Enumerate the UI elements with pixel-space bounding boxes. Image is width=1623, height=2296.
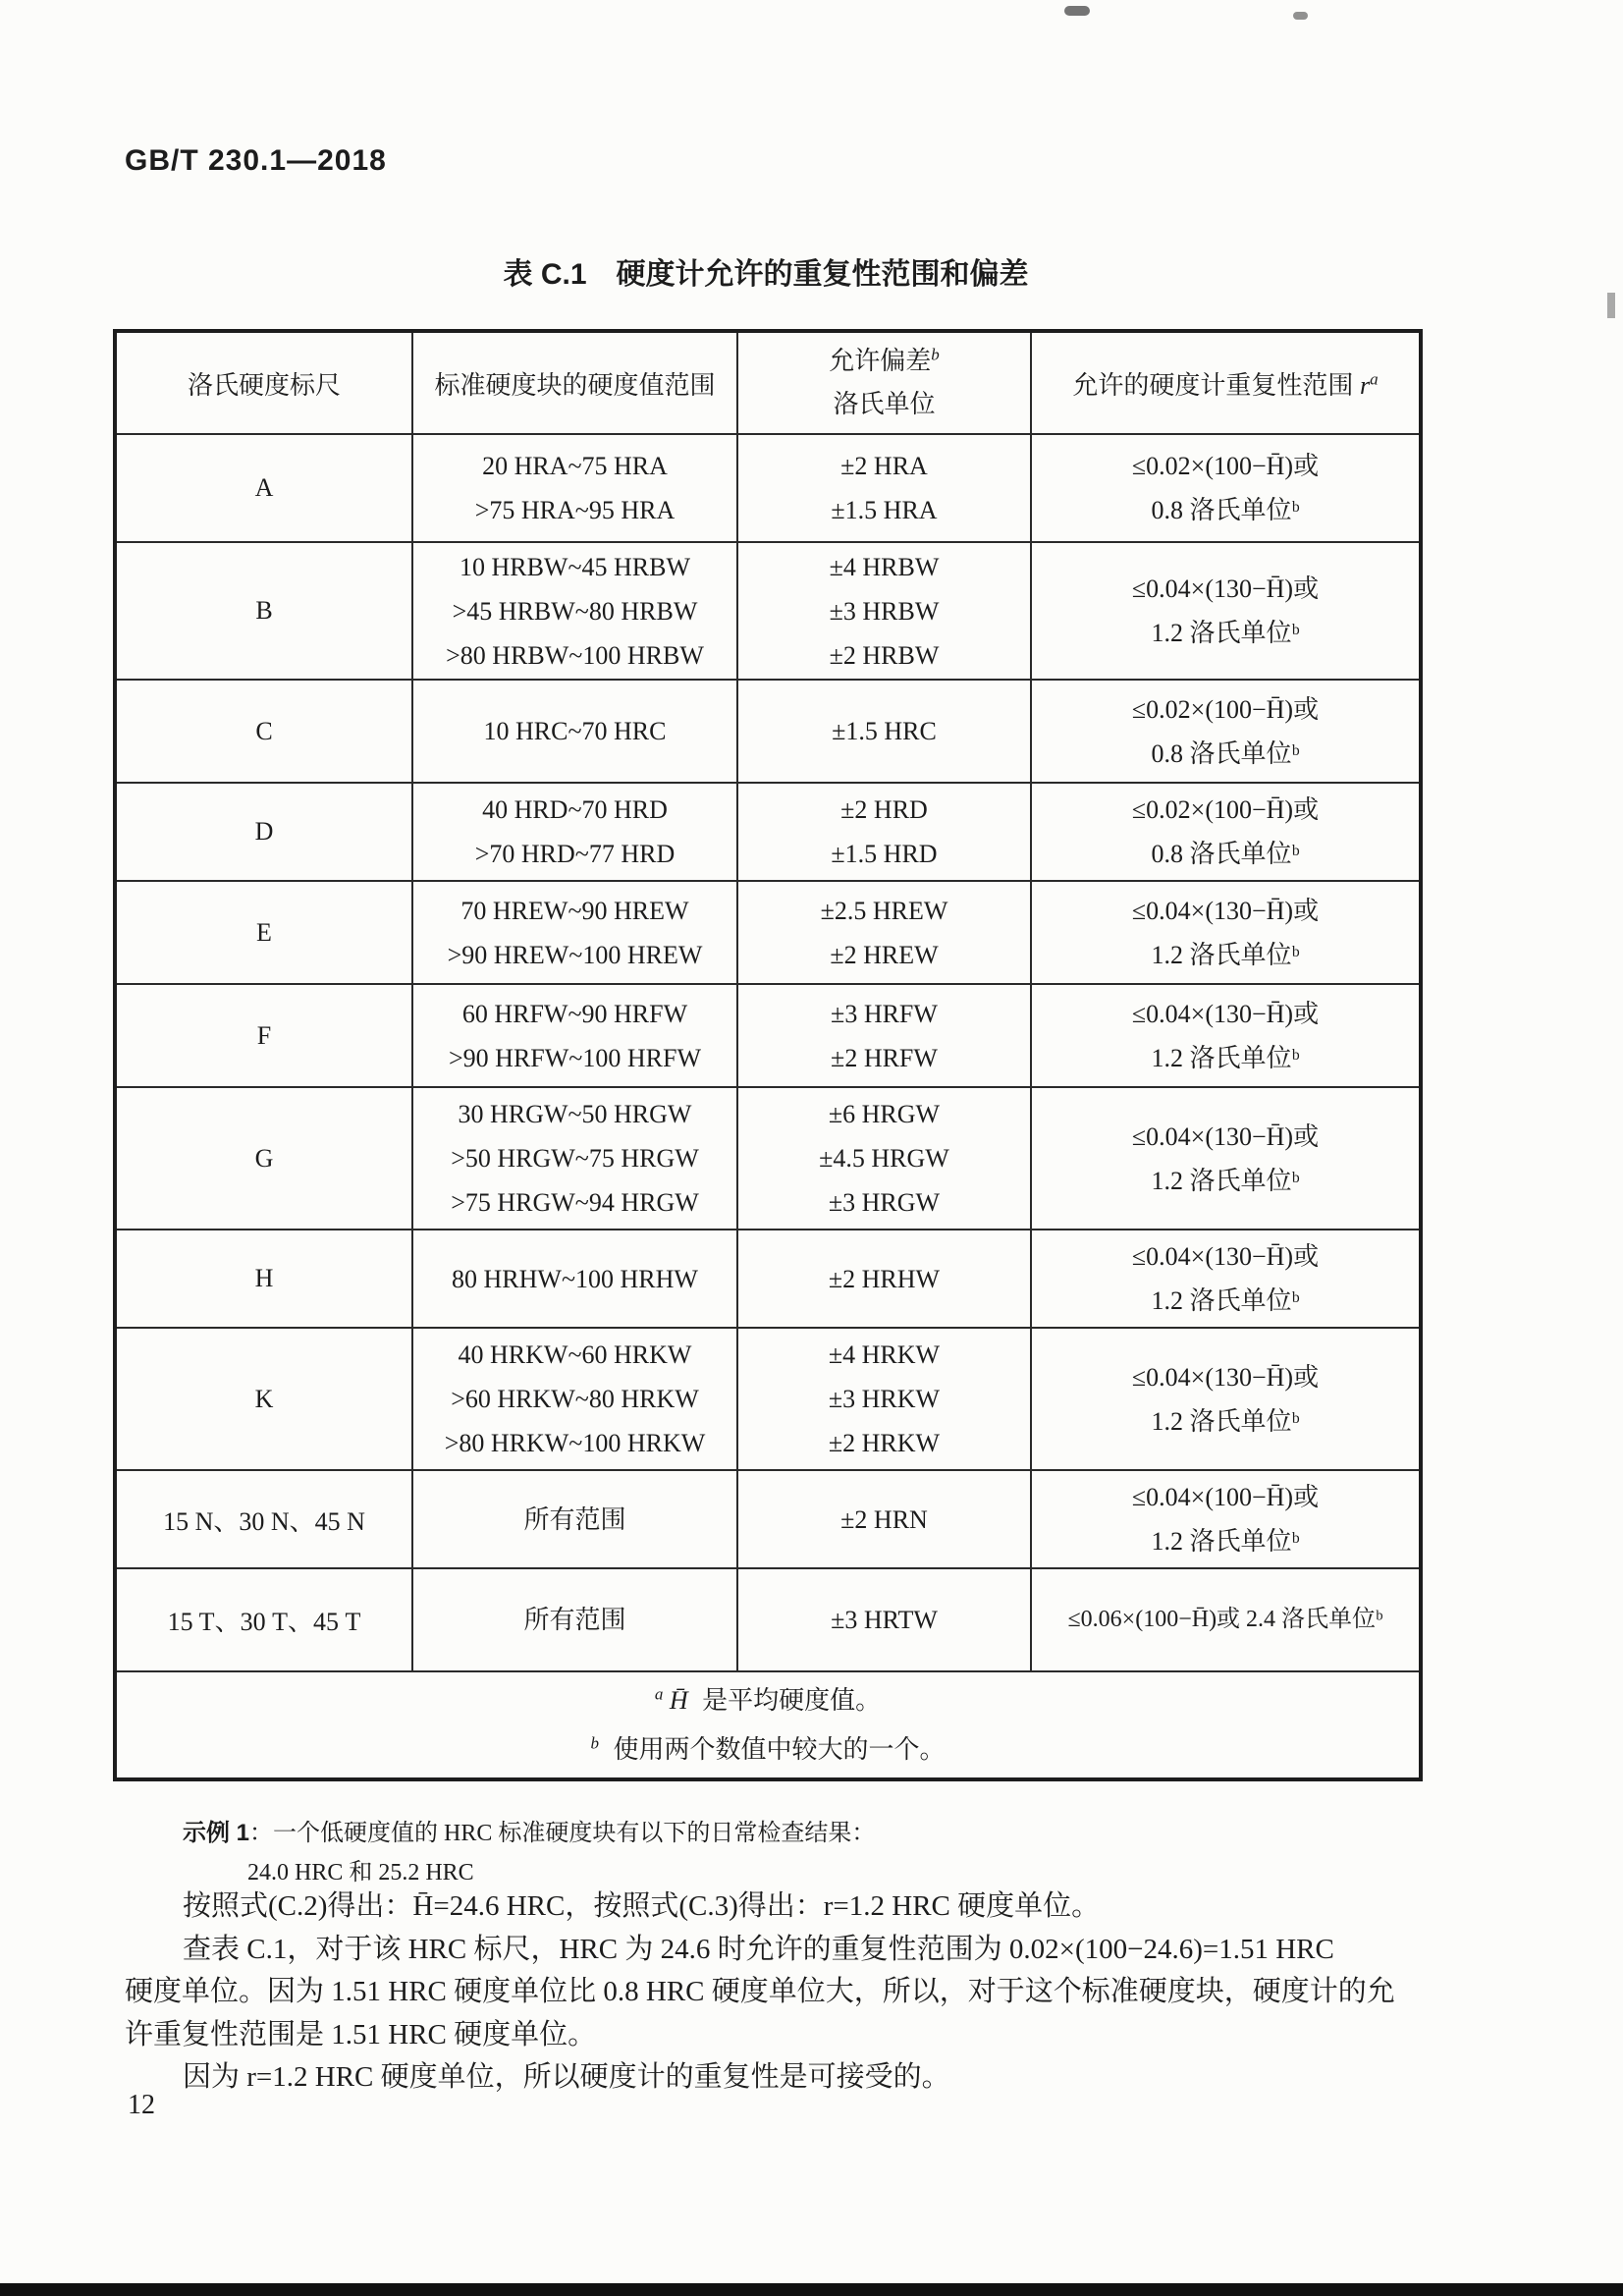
repeatability-line: ≤0.04×(130−H̄)或 xyxy=(1131,1362,1320,1392)
cell-scale: G xyxy=(115,1087,412,1230)
cell-deviation xyxy=(737,1328,1031,1470)
header-range: 标准硬度块的硬度值范围 xyxy=(412,331,737,434)
cell-range xyxy=(412,1328,737,1470)
cell-range xyxy=(412,434,737,542)
footnote-a: $^a$ H̄ 是平均硬度值。 xyxy=(654,1683,882,1715)
cell-repeatability xyxy=(1031,1087,1421,1230)
example-intro-line: 示例 1：一个低硬度值的 HRC 标准硬度块有以下的日常检查结果： xyxy=(183,1820,876,1846)
header-scale: 洛氏硬度标尺 xyxy=(115,331,412,434)
table-row-15T xyxy=(115,1568,1421,1671)
cell-repeatability xyxy=(1031,1230,1421,1328)
range-line: 40 HRKW~60 HRKW xyxy=(458,1340,692,1369)
range-line: 20 HRA~75 HRA xyxy=(482,452,668,480)
range-line: 70 HREW~90 HREW xyxy=(460,896,689,925)
cell-repeatability xyxy=(1031,542,1421,680)
table-row-D xyxy=(115,783,1421,881)
repeatability-line: 0.8 洛氏单位ᵇ xyxy=(1151,738,1300,768)
range-line: >45 HRBW~80 HRBW xyxy=(452,596,698,626)
range-line: 所有范围 xyxy=(523,1606,626,1634)
repeatability-line: 1.2 洛氏单位ᵇ xyxy=(1151,940,1300,969)
deviation-line: ±2 HRHW xyxy=(828,1264,941,1293)
body-paragraph-line: 硬度单位。因为 1.51 HRC 硬度单位比 0.8 HRC 硬度单位大，所以，对于这个标准硬度块，硬度计的允 xyxy=(125,1976,1395,2007)
repeatability-line: ≤0.04×(130−H̄)或 xyxy=(1131,1121,1320,1151)
table-title: 表 C.1 硬度计允许的重复性范围和偏差 xyxy=(503,258,1029,291)
range-line: >70 HRD~77 HRD xyxy=(474,840,676,868)
cell-deviation xyxy=(737,783,1031,881)
table-footnote-row xyxy=(115,1671,1421,1779)
table-row-K xyxy=(115,1328,1421,1470)
cell-scale: K xyxy=(115,1328,412,1470)
page-number: 12 xyxy=(128,2090,155,2120)
repeatability-line: 1.2 洛氏单位ᵇ xyxy=(1151,1527,1300,1556)
repeatability-line: 1.2 洛氏单位ᵇ xyxy=(1151,1166,1300,1195)
table-header-row xyxy=(115,331,1421,434)
deviation-line: ±2 HRN xyxy=(840,1504,928,1534)
range-line: >75 HRGW~94 HRGW xyxy=(451,1188,699,1217)
deviation-line: ±4 HRKW xyxy=(828,1340,941,1369)
deviation-line: ±1.5 HRD xyxy=(831,840,938,868)
repeatability-line: ≤0.04×(130−H̄)或 xyxy=(1131,1242,1320,1271)
footnote-ref-b: b xyxy=(931,345,940,364)
table-row-C xyxy=(115,680,1421,783)
range-line: >90 HRFW~100 HRFW xyxy=(449,1043,701,1072)
cell-repeatability xyxy=(1031,1470,1421,1568)
table-row-G xyxy=(115,1087,1421,1230)
table-row-15N xyxy=(115,1470,1421,1568)
cell-range xyxy=(412,680,737,783)
body-paragraph-line: 查表 C.1，对于该 HRC 标尺，HRC 为 24.6 时允许的重复性范围为 0.02×(100−24.6)=1.51 HRC xyxy=(183,1934,1334,1965)
cell-range xyxy=(412,881,737,984)
repeatability-line: 1.2 洛氏单位ᵇ xyxy=(1151,1043,1300,1072)
table-row-A xyxy=(115,434,1421,542)
footnote-a-marker: a xyxy=(654,1683,664,1703)
cell-range xyxy=(412,1087,737,1230)
cell-deviation xyxy=(737,881,1031,984)
range-line: 30 HRGW~50 HRGW xyxy=(458,1100,692,1128)
cell-range xyxy=(412,542,737,680)
cell-scale: C xyxy=(115,680,412,783)
repeatability-line: 1.2 洛氏单位ᵇ xyxy=(1151,1406,1300,1436)
range-line: >80 HRKW~100 HRKW xyxy=(444,1429,706,1457)
cell-deviation xyxy=(737,434,1031,542)
deviation-line: ±2 HRD xyxy=(840,795,928,824)
range-line: 10 HRC~70 HRC xyxy=(483,717,667,745)
scan-artifact xyxy=(1607,293,1615,318)
repeatability-line: ≤0.04×(100−H̄)或 xyxy=(1131,1483,1320,1511)
cell-range xyxy=(412,1568,737,1671)
deviation-line: ±4 HRBW xyxy=(829,552,940,581)
cell-scale: B xyxy=(115,542,412,680)
table-row-E xyxy=(115,881,1421,984)
body-paragraph-line: 许重复性范围是 1.51 HRC 硬度单位。 xyxy=(125,2019,597,2050)
variable-h-bar: H̄ xyxy=(669,1685,688,1715)
example-result-line: 24.0 HRC 和 25.2 HRC xyxy=(247,1860,474,1886)
cell-repeatability xyxy=(1031,783,1421,881)
deviation-line: ±3 HRFW xyxy=(831,999,938,1028)
example-label: 示例 1 xyxy=(183,1820,250,1846)
deviation-line: ±3 HRGW xyxy=(828,1188,941,1217)
deviation-line: ±6 HRGW xyxy=(828,1100,941,1128)
cell-deviation xyxy=(737,1568,1031,1671)
repeatability-line: 0.8 洛氏单位ᵇ xyxy=(1151,496,1300,524)
cell-scale: A xyxy=(115,434,412,542)
range-line: >75 HRA~95 HRA xyxy=(474,496,676,524)
repeatability-line: ≤0.02×(100−H̄)或 xyxy=(1131,795,1320,824)
deviation-line: ±1.5 HRA xyxy=(831,496,938,524)
cell-repeatability xyxy=(1031,1568,1421,1671)
cell-scale: 15 N、30 N、45 N xyxy=(115,1470,412,1568)
repeatability-line: ≤0.02×(100−H̄)或 xyxy=(1131,452,1320,480)
range-line: 10 HRBW~45 HRBW xyxy=(459,552,691,581)
range-line: 60 HRFW~90 HRFW xyxy=(461,999,688,1028)
repeatability-line: ≤0.06×(100−H̄)或 2.4 洛氏单位ᵇ xyxy=(1067,1607,1383,1632)
cell-repeatability xyxy=(1031,680,1421,783)
table-row-H xyxy=(115,1230,1421,1328)
range-line: >80 HRBW~100 HRBW xyxy=(446,640,704,670)
table-row-F xyxy=(115,984,1421,1087)
cell-range xyxy=(412,1230,737,1328)
cell-deviation xyxy=(737,1087,1031,1230)
cell-repeatability xyxy=(1031,984,1421,1087)
range-line: >50 HRGW~75 HRGW xyxy=(451,1144,699,1173)
table-footnotes xyxy=(115,1671,1421,1779)
cell-repeatability xyxy=(1031,1328,1421,1470)
header-repeatability: 允许的硬度计重复性范围 $r^a$ xyxy=(1031,331,1421,434)
cell-scale: H xyxy=(115,1230,412,1328)
scan-edge-shadow xyxy=(0,2283,1623,2296)
deviation-line: ±2 HRBW xyxy=(829,640,940,670)
variable-r: r xyxy=(1359,370,1371,400)
repeatability-line: 1.2 洛氏单位ᵇ xyxy=(1151,619,1300,647)
cell-repeatability xyxy=(1031,881,1421,984)
cell-deviation xyxy=(737,1230,1031,1328)
range-line: 80 HRHW~100 HRHW xyxy=(452,1264,698,1293)
cell-range xyxy=(412,783,737,881)
deviation-line: ±3 HRBW xyxy=(829,596,940,626)
repeatability-line: 0.8 洛氏单位ᵇ xyxy=(1151,840,1300,868)
scan-artifact xyxy=(1064,6,1090,16)
scan-artifact xyxy=(1293,12,1308,20)
deviation-line: ±2.5 HREW xyxy=(820,896,948,925)
standard-number: GB/T 230.1—2018 xyxy=(125,144,387,177)
header-deviation: 允许偏差$^b$ 洛氏单位 xyxy=(737,331,1031,434)
cell-deviation xyxy=(737,542,1031,680)
body-paragraph-line: 按照式(C.2)得出：H̄=24.6 HRC，按照式(C.3)得出：r=1.2 HRC 硬度单位。 xyxy=(183,1890,1101,1922)
body-paragraph-line: 因为 r=1.2 HRC 硬度单位，所以硬度计的重复性是可接受的。 xyxy=(183,2061,950,2093)
cell-deviation xyxy=(737,1470,1031,1568)
deviation-line: ±4.5 HRGW xyxy=(819,1144,949,1173)
repeatability-line: ≤0.04×(130−H̄)或 xyxy=(1131,999,1320,1028)
repeatability-line: ≤0.04×(130−H̄)或 xyxy=(1131,896,1320,925)
footnote-b: $^b$ 使用两个数值中较大的一个。 xyxy=(590,1732,946,1764)
cell-scale: D xyxy=(115,783,412,881)
cell-range xyxy=(412,984,737,1087)
cell-scale: 15 T、30 T、45 T xyxy=(115,1568,412,1671)
repeatability-line: ≤0.04×(130−H̄)或 xyxy=(1131,574,1320,603)
deviation-line: ±3 HRTW xyxy=(831,1606,938,1634)
cell-repeatability xyxy=(1031,434,1421,542)
table-row-B xyxy=(115,542,1421,680)
cell-range xyxy=(412,1470,737,1568)
cell-scale: E xyxy=(115,881,412,984)
range-line: 40 HRD~70 HRD xyxy=(482,795,668,824)
deviation-line: ±2 HRFW xyxy=(831,1043,938,1072)
hardness-table xyxy=(113,329,1423,1781)
deviation-line: ±2 HRA xyxy=(840,452,928,480)
cell-deviation xyxy=(737,680,1031,783)
deviation-line: ±2 HREW xyxy=(830,940,939,969)
cell-scale: F xyxy=(115,984,412,1087)
footnote-b-marker: b xyxy=(590,1732,599,1752)
deviation-line: ±3 HRKW xyxy=(828,1385,941,1413)
footnote-ref-a: a xyxy=(1370,368,1379,388)
range-line: 所有范围 xyxy=(523,1504,626,1534)
deviation-line: ±2 HRKW xyxy=(828,1429,941,1457)
repeatability-line: ≤0.02×(100−H̄)或 xyxy=(1131,694,1320,724)
range-line: >90 HREW~100 HREW xyxy=(447,940,703,969)
repeatability-line: 1.2 洛氏单位ᵇ xyxy=(1151,1286,1300,1315)
cell-deviation xyxy=(737,984,1031,1087)
deviation-line: ±1.5 HRC xyxy=(832,717,937,745)
range-line: >60 HRKW~80 HRKW xyxy=(451,1385,699,1413)
